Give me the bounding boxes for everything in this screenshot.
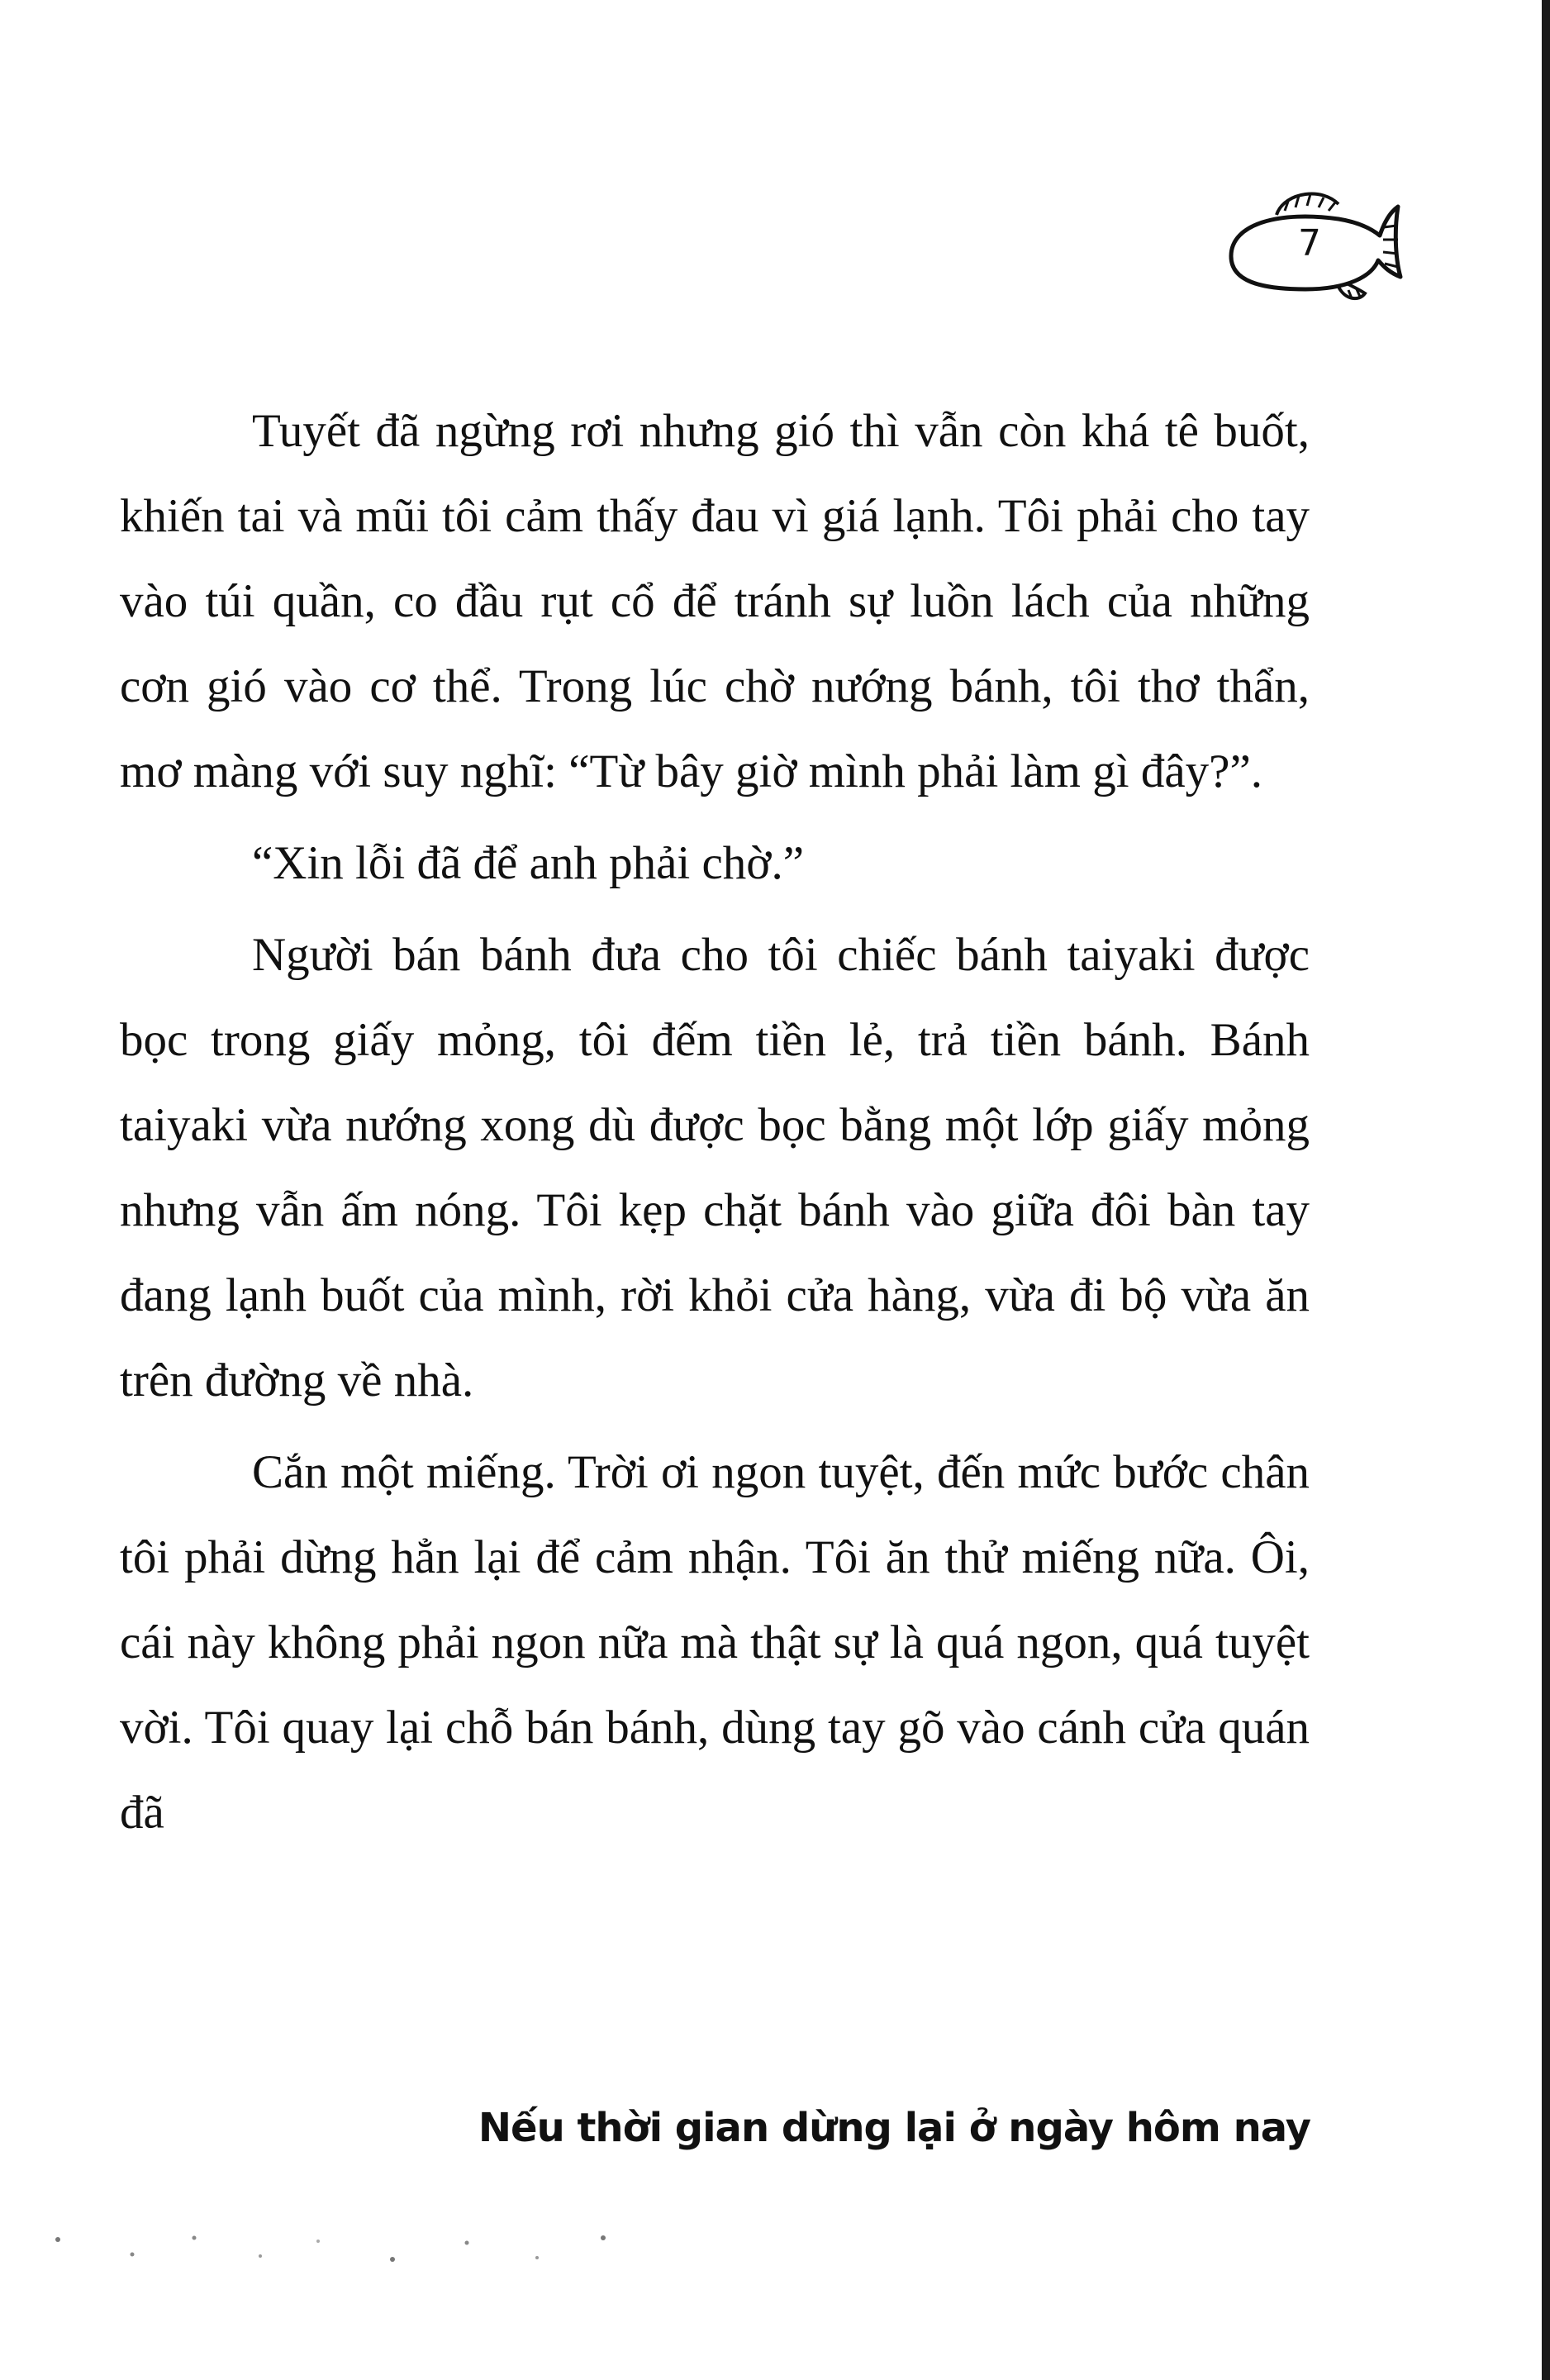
paragraph-1: Tuyết đã ngừng rơi nhưng gió thì vẫn còn khá tê buốt, khiến tai và mũi tôi cảm thấy đau vì giá lạnh. Tôi phải cho tay vào túi quần, co đầu rụt cổ để tránh sự luồn lách của những cơn gió vào cơ thể. Trong lúc chờ nướng bánh, tôi thơ thẩn, mơ màng với suy nghĩ: “Từ bây giờ mình phải làm gì đây?”.	[120, 405, 1310, 797]
paragraph-2: “Xin lỗi đã để anh phải chờ.”	[252, 837, 804, 889]
running-footer-title: Nếu thời gian dừng lại ở ngày hôm nay	[478, 2105, 1310, 2151]
page-number-badge	[1215, 178, 1413, 318]
paragraph-3: Người bán bánh đưa cho tôi chiếc bánh taiyaki được bọc trong giấy mỏng, tôi đếm tiền lẻ, trả tiền bánh. Bánh taiyaki vừa nướng xong dù được bọc bằng một lớp giấy mỏng nhưng vẫn ấm nóng. Tôi kẹp chặt bánh vào giữa đôi bàn tay đang lạnh buốt của mình, rời khỏi cửa hàng, vừa đi bộ vừa ăn trên đường về nhà.	[120, 929, 1310, 1407]
page-number: 7	[1298, 222, 1321, 264]
body-text	[120, 388, 1310, 1862]
paragraph-4: Cắn một miếng. Trời ơi ngon tuyệt, đến mức bước chân tôi phải dừng hẳn lại để cảm nhận. Tôi ăn thử miếng nữa. Ôi, cái này không phải ngon nữa mà thật sự là quá ngon, quá tuyệt vời. Tôi quay lại chỗ bán bánh, dùng tay gõ vào cánh cửa quán đã	[120, 1446, 1310, 1839]
scan-specks	[0, 2223, 661, 2273]
scan-edge	[1542, 0, 1550, 2380]
